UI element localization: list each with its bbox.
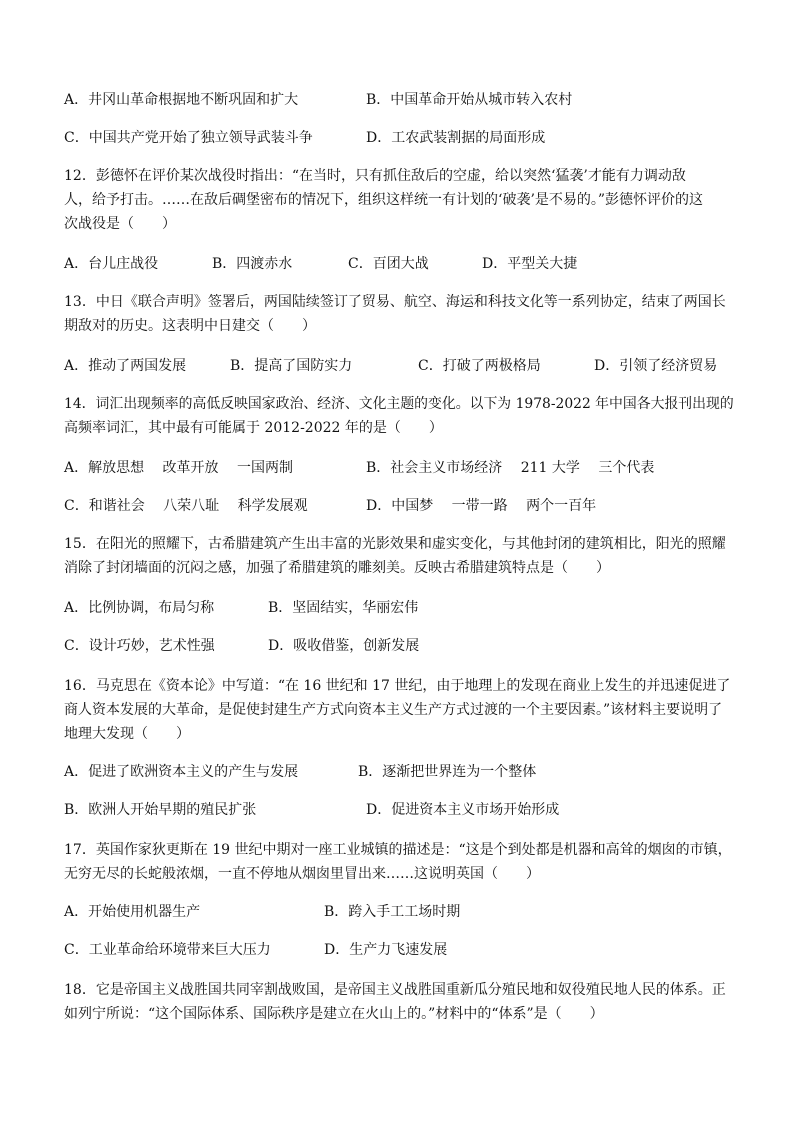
option-a: A．促进了欧洲资本主义的产生与发展 — [64, 764, 299, 780]
option-b: B．社会主义市场经济 211 大学 三个代表 — [366, 460, 655, 476]
option-d: D．生产力飞速发展 — [324, 942, 448, 958]
question-13-text: 期敌对的历史。这表明中日建交（ ） — [64, 318, 316, 334]
question-16-text: 商人资本发展的大革命，是促使封建生产方式向资本主义生产方式过渡的一个主要因素。”该材料主要说明了 — [64, 702, 723, 718]
option-d: D．引领了经济贸易 — [594, 358, 718, 374]
question-14-text: 高频率词汇，其中最有可能属于 2012-2022 年的是（ ） — [64, 420, 443, 436]
option-b: B．中国革命开始从城市转入农村 — [366, 92, 573, 108]
question-12-text: 次战役是（ ） — [64, 216, 176, 232]
question-12-text: 12．彭德怀在评价某次战役时指出：“在当时，只有抓住敌后的空虚，给以突然‘猛袭’才能有力调动敌 — [64, 168, 686, 184]
option-a: A．台儿庄战役 — [64, 256, 159, 272]
question-18-text: 如列宁所说：“这个国际体系、国际秩序是建立在火山上的。”材料中的“体系”是（ ） — [64, 1006, 604, 1022]
question-17-text: 17．英国作家狄更斯在 19 世纪中期对一座工业城镇的描述是：“这是个到处都是机器和高耸的烟囱的市镇， — [64, 842, 732, 858]
question-16-text: 16．马克思在《资本论》中写道：“在 16 世纪和 17 世纪，由于地理上的发现在商业上发生的并迅速促进了 — [64, 678, 731, 694]
question-16-text: 地理大发现（ ） — [64, 726, 190, 742]
option-d: D．吸收借鉴，创新发展 — [268, 638, 420, 654]
option-d: D．平型关大捷 — [482, 256, 578, 272]
option-b: B．坚固结实，华丽宏伟 — [268, 600, 419, 616]
option-a: A．推动了两国发展 — [64, 358, 187, 374]
option-b: B．提高了国防实力 — [230, 358, 353, 374]
option-c: B．欧洲人开始早期的殖民扩张 — [64, 802, 257, 818]
option-b: B．四渡赤水 — [212, 256, 293, 272]
question-18-text: 18．它是帝国主义战胜国共同宰割战败国，是帝国主义战胜国重新瓜分殖民地和奴役殖民地人民的体系。正 — [64, 982, 726, 998]
option-c: C．打破了两极格局 — [418, 358, 541, 374]
question-14-text: 14．词汇出现频率的高低反映国家政治、经济、文化主题的变化。以下为 1978-2022 年中国各大报刊出现的 — [64, 396, 734, 412]
question-13-text: 13．中日《联合声明》签署后，两国陆续签订了贸易、航空、海运和科技文化等一系列协定，结束了两国长 — [64, 294, 726, 310]
option-c: C．工业革命给环境带来巨大压力 — [64, 942, 271, 958]
question-15-text: 15．在阳光的照耀下，古希腊建筑产生出丰富的光影效果和虚实变化，与其他封闭的建筑相比，阳光的照耀 — [64, 536, 726, 552]
option-a: A．解放思想 改革开放 一国两制 — [64, 460, 294, 476]
option-c: C．设计巧妙，艺术性强 — [64, 638, 215, 654]
option-a: A．井冈山革命根据地不断巩固和扩大 — [64, 92, 299, 108]
option-a: A．开始使用机器生产 — [64, 904, 201, 920]
option-c: C．中国共产党开始了独立领导武装斗争 — [64, 130, 313, 146]
question-12-text: 人，给予打击。……在敌后碉堡密布的情况下，组织这样统一有计划的‘破袭’是不易的。”彭德怀评价的这 — [64, 192, 704, 208]
question-15-text: 消除了封闭墙面的沉闷之感，加强了希腊建筑的雕刻美。反映古希腊建筑特点是（ ） — [64, 560, 610, 576]
option-c: C．百团大战 — [348, 256, 429, 272]
option-d: D．中国梦 一带一路 两个一百年 — [366, 498, 597, 514]
option-d: D．工农武装割据的局面形成 — [366, 130, 546, 146]
option-c: C．和谐社会 八荣八耻 科学发展观 — [64, 498, 308, 514]
option-d: D．促进资本主义市场开始形成 — [366, 802, 560, 818]
option-b: B．跨入手工工场时期 — [324, 904, 461, 920]
question-17-text: 无穷无尽的长蛇般浓烟，一直不停地从烟囱里冒出来……这说明英国（ ） — [64, 866, 540, 882]
option-b: B．逐渐把世界连为一个整体 — [358, 764, 537, 780]
option-a: A．比例协调，布局匀称 — [64, 600, 215, 616]
